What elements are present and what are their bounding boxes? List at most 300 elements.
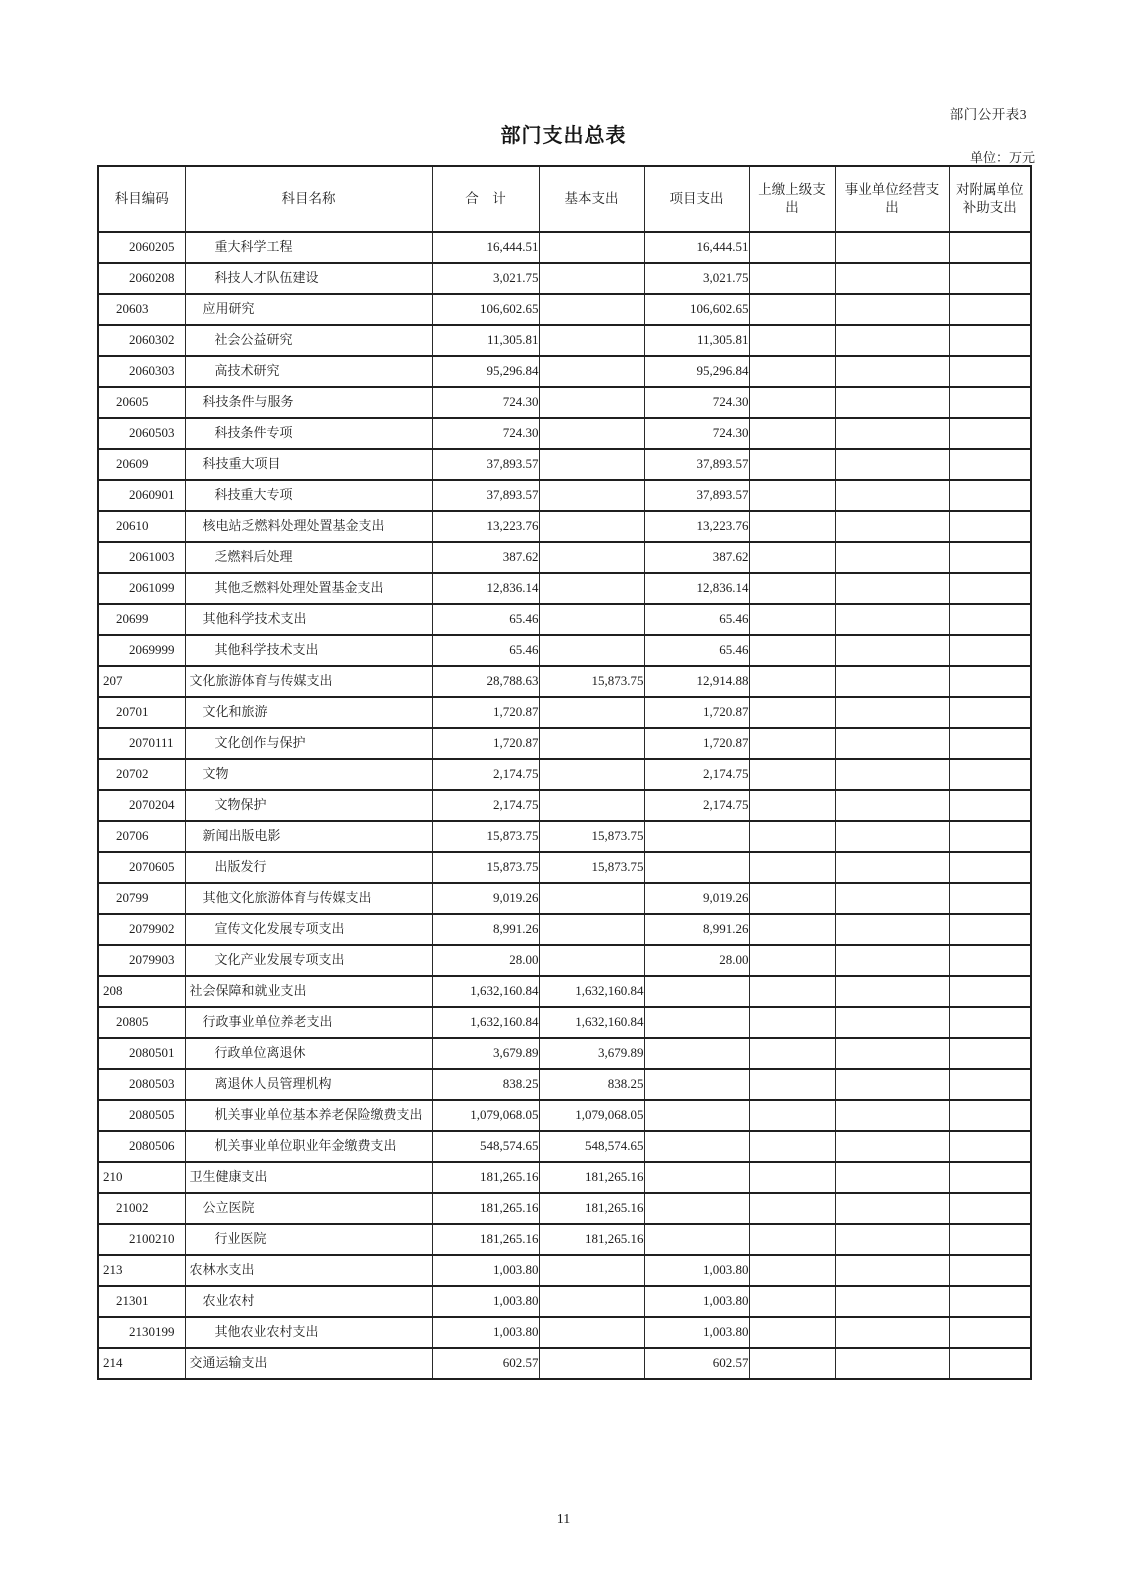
table-row	[98, 232, 1031, 263]
cell-upper	[749, 356, 835, 387]
cell-operating	[835, 1007, 949, 1038]
cell-total: 3,679.89	[432, 1038, 539, 1069]
cell-project: 65.46	[644, 604, 749, 635]
cell-upper	[749, 852, 835, 883]
table-row	[98, 1317, 1031, 1348]
cell-name: 文化和旅游	[185, 697, 432, 728]
cell-upper	[749, 1255, 835, 1286]
cell-operating	[835, 635, 949, 666]
cell-code: 20610	[98, 511, 185, 542]
cell-code: 2080505	[98, 1100, 185, 1131]
cell-operating	[835, 604, 949, 635]
table-row	[98, 821, 1031, 852]
cell-total: 1,632,160.84	[432, 976, 539, 1007]
cell-basic: 3,679.89	[539, 1038, 644, 1069]
cell-total: 2,174.75	[432, 790, 539, 821]
cell-operating	[835, 790, 949, 821]
cell-upper	[749, 325, 835, 356]
cell-code: 2060303	[98, 356, 185, 387]
cell-subsidy	[949, 1069, 1031, 1100]
cell-upper	[749, 1317, 835, 1348]
cell-upper	[749, 821, 835, 852]
cell-code: 21301	[98, 1286, 185, 1317]
cell-basic	[539, 263, 644, 294]
cell-basic: 181,265.16	[539, 1162, 644, 1193]
cell-total: 37,893.57	[432, 449, 539, 480]
cell-basic	[539, 573, 644, 604]
cell-subsidy	[949, 263, 1031, 294]
cell-basic	[539, 635, 644, 666]
cell-code: 2130199	[98, 1317, 185, 1348]
cell-project: 16,444.51	[644, 232, 749, 263]
cell-upper	[749, 1224, 835, 1255]
cell-total: 602.57	[432, 1348, 539, 1379]
cell-basic	[539, 790, 644, 821]
cell-operating	[835, 449, 949, 480]
cell-total: 1,720.87	[432, 697, 539, 728]
cell-total: 11,305.81	[432, 325, 539, 356]
cell-project	[644, 1069, 749, 1100]
cell-basic: 1,632,160.84	[539, 1007, 644, 1038]
cell-code: 208	[98, 976, 185, 1007]
cell-subsidy	[949, 635, 1031, 666]
table-row	[98, 1069, 1031, 1100]
cell-total: 15,873.75	[432, 821, 539, 852]
cell-project: 9,019.26	[644, 883, 749, 914]
cell-project: 1,003.80	[644, 1255, 749, 1286]
cell-total: 13,223.76	[432, 511, 539, 542]
cell-subsidy	[949, 1255, 1031, 1286]
cell-basic	[539, 356, 644, 387]
cell-code: 2060503	[98, 418, 185, 449]
cell-name: 出版发行	[185, 852, 432, 883]
cell-operating	[835, 945, 949, 976]
cell-total: 15,873.75	[432, 852, 539, 883]
cell-basic	[539, 914, 644, 945]
cell-total: 724.30	[432, 418, 539, 449]
cell-total: 28,788.63	[432, 666, 539, 697]
cell-project: 1,003.80	[644, 1286, 749, 1317]
cell-upper	[749, 759, 835, 790]
table-row	[98, 294, 1031, 325]
cell-code: 207	[98, 666, 185, 697]
cell-operating	[835, 294, 949, 325]
table-row	[98, 1131, 1031, 1162]
cell-subsidy	[949, 294, 1031, 325]
cell-operating	[835, 1348, 949, 1379]
table-row	[98, 852, 1031, 883]
cell-name: 高技术研究	[185, 356, 432, 387]
cell-code: 2060901	[98, 480, 185, 511]
cell-basic	[539, 728, 644, 759]
cell-subsidy	[949, 883, 1031, 914]
cell-basic	[539, 1348, 644, 1379]
table-row	[98, 1038, 1031, 1069]
cell-subsidy	[949, 1317, 1031, 1348]
cell-project: 3,021.75	[644, 263, 749, 294]
cell-operating	[835, 1224, 949, 1255]
cell-name: 重大科学工程	[185, 232, 432, 263]
cell-subsidy	[949, 821, 1031, 852]
table-row	[98, 1348, 1031, 1379]
cell-project: 65.46	[644, 635, 749, 666]
cell-project	[644, 976, 749, 1007]
cell-basic	[539, 1255, 644, 1286]
cell-code: 2080506	[98, 1131, 185, 1162]
cell-project: 1,720.87	[644, 697, 749, 728]
cell-name: 新闻出版电影	[185, 821, 432, 852]
cell-subsidy	[949, 1348, 1031, 1379]
cell-basic: 181,265.16	[539, 1193, 644, 1224]
cell-subsidy	[949, 542, 1031, 573]
cell-basic	[539, 542, 644, 573]
col-header-project: 项目支出	[644, 166, 749, 232]
cell-upper	[749, 1286, 835, 1317]
cell-project: 1,720.87	[644, 728, 749, 759]
cell-name: 文化旅游体育与传媒支出	[185, 666, 432, 697]
cell-code: 2080503	[98, 1069, 185, 1100]
cell-basic	[539, 759, 644, 790]
cell-upper	[749, 387, 835, 418]
cell-code: 2079902	[98, 914, 185, 945]
cell-project	[644, 1162, 749, 1193]
cell-name: 文化产业发展专项支出	[185, 945, 432, 976]
cell-subsidy	[949, 573, 1031, 604]
cell-project: 1,003.80	[644, 1317, 749, 1348]
cell-subsidy	[949, 387, 1031, 418]
cell-operating	[835, 1162, 949, 1193]
cell-total: 16,444.51	[432, 232, 539, 263]
cell-code: 21002	[98, 1193, 185, 1224]
cell-upper	[749, 1348, 835, 1379]
cell-operating	[835, 852, 949, 883]
cell-subsidy	[949, 1100, 1031, 1131]
cell-code: 2070111	[98, 728, 185, 759]
cell-name: 其他科学技术支出	[185, 635, 432, 666]
cell-upper	[749, 511, 835, 542]
cell-code: 2079903	[98, 945, 185, 976]
cell-code: 20699	[98, 604, 185, 635]
cell-basic	[539, 604, 644, 635]
cell-code: 2061099	[98, 573, 185, 604]
cell-basic	[539, 1317, 644, 1348]
cell-total: 12,836.14	[432, 573, 539, 604]
cell-name: 应用研究	[185, 294, 432, 325]
cell-basic	[539, 883, 644, 914]
cell-project: 602.57	[644, 1348, 749, 1379]
cell-subsidy	[949, 449, 1031, 480]
cell-total: 9,019.26	[432, 883, 539, 914]
cell-operating	[835, 666, 949, 697]
cell-operating	[835, 1286, 949, 1317]
cell-basic: 1,079,068.05	[539, 1100, 644, 1131]
cell-name: 社会公益研究	[185, 325, 432, 356]
cell-total: 65.46	[432, 604, 539, 635]
cell-basic: 15,873.75	[539, 852, 644, 883]
cell-project	[644, 1007, 749, 1038]
cell-subsidy	[949, 945, 1031, 976]
table-header-row	[98, 166, 1031, 232]
cell-subsidy	[949, 914, 1031, 945]
table-row	[98, 325, 1031, 356]
cell-project	[644, 1100, 749, 1131]
cell-subsidy	[949, 1193, 1031, 1224]
cell-subsidy	[949, 697, 1031, 728]
cell-upper	[749, 294, 835, 325]
cell-subsidy	[949, 480, 1031, 511]
table-row	[98, 945, 1031, 976]
cell-upper	[749, 604, 835, 635]
cell-code: 2100210	[98, 1224, 185, 1255]
cell-basic	[539, 449, 644, 480]
cell-basic: 181,265.16	[539, 1224, 644, 1255]
table-row	[98, 790, 1031, 821]
cell-upper	[749, 418, 835, 449]
cell-total: 724.30	[432, 387, 539, 418]
page-number: 11	[556, 1512, 571, 1527]
table-row	[98, 573, 1031, 604]
cell-project: 724.30	[644, 387, 749, 418]
table-row	[98, 1007, 1031, 1038]
cell-operating	[835, 325, 949, 356]
cell-name: 行业医院	[185, 1224, 432, 1255]
table-row	[98, 1224, 1031, 1255]
table-row	[98, 604, 1031, 635]
cell-subsidy	[949, 759, 1031, 790]
cell-project: 37,893.57	[644, 480, 749, 511]
cell-name: 其他农业农村支出	[185, 1317, 432, 1348]
cell-operating	[835, 1317, 949, 1348]
cell-name: 农林水支出	[185, 1255, 432, 1286]
cell-upper	[749, 914, 835, 945]
cell-project: 724.30	[644, 418, 749, 449]
cell-basic	[539, 387, 644, 418]
cell-name: 科技重大项目	[185, 449, 432, 480]
cell-total: 65.46	[432, 635, 539, 666]
cell-code: 2069999	[98, 635, 185, 666]
table-row	[98, 387, 1031, 418]
cell-name: 社会保障和就业支出	[185, 976, 432, 1007]
cell-name: 核电站乏燃料处理处置基金支出	[185, 511, 432, 542]
cell-project: 2,174.75	[644, 790, 749, 821]
cell-total: 387.62	[432, 542, 539, 573]
cell-basic	[539, 418, 644, 449]
table-row	[98, 914, 1031, 945]
cell-project	[644, 821, 749, 852]
cell-name: 乏燃料后处理	[185, 542, 432, 573]
col-header-basic: 基本支出	[539, 166, 644, 232]
cell-total: 181,265.16	[432, 1162, 539, 1193]
cell-name: 机关事业单位基本养老保险缴费支出	[185, 1100, 432, 1131]
cell-project: 11,305.81	[644, 325, 749, 356]
cell-subsidy	[949, 728, 1031, 759]
cell-upper	[749, 542, 835, 573]
cell-basic	[539, 232, 644, 263]
cell-subsidy	[949, 325, 1031, 356]
cell-total: 548,574.65	[432, 1131, 539, 1162]
cell-code: 20702	[98, 759, 185, 790]
cell-basic	[539, 294, 644, 325]
cell-basic: 1,632,160.84	[539, 976, 644, 1007]
cell-code: 2060208	[98, 263, 185, 294]
cell-subsidy	[949, 356, 1031, 387]
cell-name: 科技条件专项	[185, 418, 432, 449]
table-row	[98, 480, 1031, 511]
cell-upper	[749, 449, 835, 480]
cell-name: 其他文化旅游体育与传媒支出	[185, 883, 432, 914]
cell-project: 13,223.76	[644, 511, 749, 542]
cell-project	[644, 852, 749, 883]
cell-operating	[835, 1038, 949, 1069]
cell-operating	[835, 232, 949, 263]
cell-basic	[539, 480, 644, 511]
cell-project: 37,893.57	[644, 449, 749, 480]
table-row	[98, 449, 1031, 480]
cell-total: 181,265.16	[432, 1193, 539, 1224]
cell-operating	[835, 263, 949, 294]
cell-name: 机关事业单位职业年金缴费支出	[185, 1131, 432, 1162]
cell-subsidy	[949, 976, 1031, 1007]
table-row	[98, 976, 1031, 1007]
cell-project: 387.62	[644, 542, 749, 573]
cell-basic: 548,574.65	[539, 1131, 644, 1162]
cell-total: 181,265.16	[432, 1224, 539, 1255]
cell-basic: 15,873.75	[539, 666, 644, 697]
cell-project	[644, 1131, 749, 1162]
table-row	[98, 356, 1031, 387]
cell-project	[644, 1193, 749, 1224]
cell-upper	[749, 1038, 835, 1069]
cell-name: 文物	[185, 759, 432, 790]
cell-operating	[835, 759, 949, 790]
cell-total: 1,003.80	[432, 1286, 539, 1317]
cell-total: 2,174.75	[432, 759, 539, 790]
cell-code: 2060205	[98, 232, 185, 263]
cell-operating	[835, 976, 949, 1007]
table-row	[98, 728, 1031, 759]
cell-upper	[749, 1193, 835, 1224]
cell-operating	[835, 573, 949, 604]
cell-operating	[835, 1255, 949, 1286]
cell-subsidy	[949, 852, 1031, 883]
cell-total: 28.00	[432, 945, 539, 976]
cell-operating	[835, 418, 949, 449]
cell-total: 3,021.75	[432, 263, 539, 294]
cell-name: 其他科学技术支出	[185, 604, 432, 635]
table-row	[98, 511, 1031, 542]
cell-name: 离退休人员管理机构	[185, 1069, 432, 1100]
cell-operating	[835, 511, 949, 542]
table-body	[98, 232, 1031, 1379]
cell-total: 1,079,068.05	[432, 1100, 539, 1131]
cell-total: 37,893.57	[432, 480, 539, 511]
cell-subsidy	[949, 666, 1031, 697]
col-header-name: 科目名称	[185, 166, 432, 232]
cell-total: 1,720.87	[432, 728, 539, 759]
table-row	[98, 697, 1031, 728]
cell-project: 95,296.84	[644, 356, 749, 387]
cell-subsidy	[949, 1007, 1031, 1038]
cell-total: 95,296.84	[432, 356, 539, 387]
cell-code: 20706	[98, 821, 185, 852]
table-row	[98, 1286, 1031, 1317]
cell-name: 公立医院	[185, 1193, 432, 1224]
cell-upper	[749, 945, 835, 976]
cell-operating	[835, 883, 949, 914]
cell-operating	[835, 728, 949, 759]
table-row	[98, 635, 1031, 666]
cell-upper	[749, 1100, 835, 1131]
cell-subsidy	[949, 1038, 1031, 1069]
col-header-operating: 事业单位经营支出	[835, 166, 949, 232]
cell-operating	[835, 387, 949, 418]
cell-subsidy	[949, 1162, 1031, 1193]
cell-code: 2070605	[98, 852, 185, 883]
cell-name: 卫生健康支出	[185, 1162, 432, 1193]
table-row	[98, 542, 1031, 573]
cell-subsidy	[949, 1224, 1031, 1255]
cell-basic	[539, 511, 644, 542]
cell-code: 20805	[98, 1007, 185, 1038]
cell-upper	[749, 573, 835, 604]
cell-basic	[539, 945, 644, 976]
cell-name: 科技条件与服务	[185, 387, 432, 418]
cell-name: 文物保护	[185, 790, 432, 821]
cell-subsidy	[949, 511, 1031, 542]
cell-total: 106,602.65	[432, 294, 539, 325]
cell-operating	[835, 542, 949, 573]
cell-upper	[749, 480, 835, 511]
cell-code: 2080501	[98, 1038, 185, 1069]
cell-code: 20799	[98, 883, 185, 914]
cell-name: 农业农村	[185, 1286, 432, 1317]
cell-code: 210	[98, 1162, 185, 1193]
col-header-subsidy: 对附属单位补助支出	[949, 166, 1031, 232]
cell-basic: 838.25	[539, 1069, 644, 1100]
cell-subsidy	[949, 1286, 1031, 1317]
cell-upper	[749, 232, 835, 263]
cell-project: 28.00	[644, 945, 749, 976]
cell-subsidy	[949, 232, 1031, 263]
cell-basic	[539, 1286, 644, 1317]
cell-project: 2,174.75	[644, 759, 749, 790]
cell-code: 20605	[98, 387, 185, 418]
cell-code: 20609	[98, 449, 185, 480]
cell-project: 12,836.14	[644, 573, 749, 604]
cell-upper	[749, 790, 835, 821]
cell-upper	[749, 635, 835, 666]
cell-upper	[749, 883, 835, 914]
expenditure-summary-table	[97, 165, 1032, 1380]
unit-note: 单位：万元	[969, 150, 1035, 165]
cell-operating	[835, 1193, 949, 1224]
cell-upper	[749, 976, 835, 1007]
cell-code: 214	[98, 1348, 185, 1379]
table-row	[98, 883, 1031, 914]
cell-upper	[749, 1007, 835, 1038]
cell-upper	[749, 697, 835, 728]
cell-upper	[749, 1162, 835, 1193]
cell-basic	[539, 697, 644, 728]
table-row	[98, 1162, 1031, 1193]
cell-upper	[749, 1069, 835, 1100]
cell-operating	[835, 480, 949, 511]
cell-total: 838.25	[432, 1069, 539, 1100]
cell-operating	[835, 356, 949, 387]
col-header-upper: 上缴上级支出	[749, 166, 835, 232]
cell-operating	[835, 697, 949, 728]
cell-name: 行政事业单位养老支出	[185, 1007, 432, 1038]
